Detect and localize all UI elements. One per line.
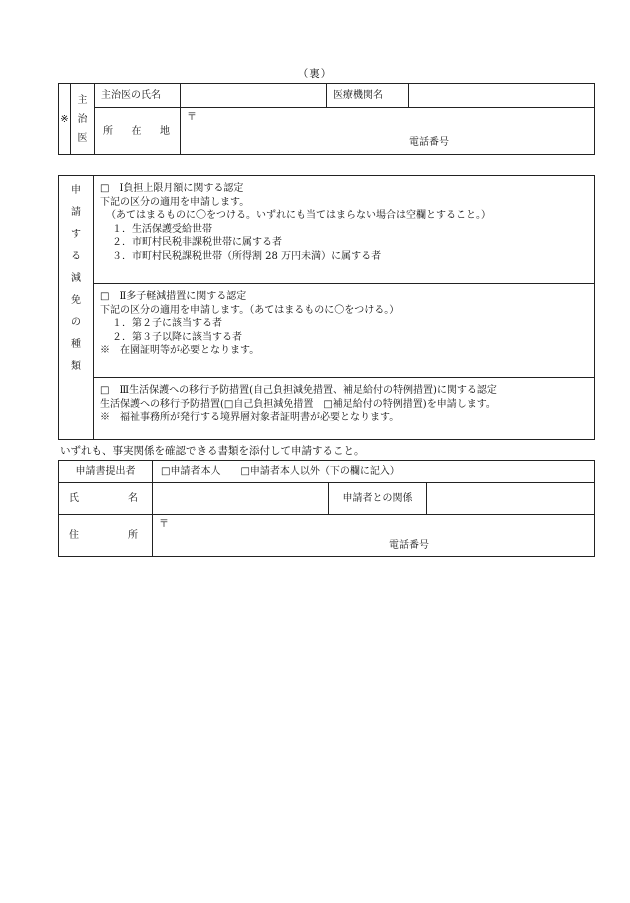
applicant-name-field[interactable] [153, 483, 329, 515]
asterisk-mark: ※ [59, 84, 71, 155]
applicant-address-field[interactable] [153, 515, 595, 557]
section-3-cell [94, 378, 595, 440]
section-1-cell [94, 176, 595, 284]
section-1-item[interactable]: ３．市町村民税課税世帯（所得割 28 万円未満）に属する者 [112, 250, 382, 262]
section-2-note: ※ 在園証明等が必要となります。 [100, 345, 260, 357]
relation-field[interactable] [427, 483, 595, 515]
section-1-instruction: （あてはまるものに〇をつける。いずれにも当てはまらない場合は空欄とすること。） [106, 210, 491, 222]
section-1-item[interactable]: １．生活保護受給世帯 [112, 223, 212, 235]
reduction-vertical-label: 申 請 す る 減 免 の 種 類 [59, 176, 94, 440]
applicant-phone-label: 電話番号 [389, 540, 429, 551]
submitter-label: 申請書提出者 [59, 461, 153, 483]
section-3-body[interactable]: 生活保護への移行予防措置(□自己負担減免措置 □補足給付の特例措置)を申請します。 [100, 398, 496, 410]
section-2-checkbox-heading[interactable]: □ Ⅱ多子軽減措置に関する認定 [100, 291, 247, 302]
doctor-phone-label: 電話番号 [409, 137, 449, 148]
section-3-checkbox-heading[interactable]: □ Ⅲ生活保護への移行予防措置(自己負担減免措置、補足給付の特例措置)に関する認定 [100, 385, 497, 396]
applicant-name-label: 氏 名 [59, 483, 153, 515]
submitter-options[interactable]: □申請者本人 □申請者本人以外（下の欄に記入） [153, 461, 595, 483]
relation-label: 申請者との関係 [329, 483, 427, 515]
section-1-checkbox-heading[interactable]: □ Ⅰ負担上限月額に関する認定 [100, 183, 244, 194]
doctor-name-field[interactable] [181, 84, 327, 108]
doctor-address-label: 所 在 地 [95, 108, 181, 155]
section-2-cell [94, 284, 595, 378]
section-3-note: ※ 福祉事務所が発行する境界層対象者証明書が必要となります。 [100, 412, 400, 424]
section-2-item[interactable]: １．第２子に該当する者 [112, 318, 222, 330]
postal-mark: 〒 [187, 112, 197, 123]
doctor-name-label: 主治医の氏名 [95, 84, 181, 108]
attending-doctor-table [58, 83, 595, 155]
section-2-intro: 下記の区分の適用を申請します。（あてはまるものに〇をつける。） [100, 304, 400, 316]
applicant-address-label: 住 所 [59, 515, 153, 557]
institution-field[interactable] [409, 84, 595, 108]
section-2-item[interactable]: ２．第３子以降に該当する者 [112, 331, 242, 343]
attachment-note: いずれも、事実関係を確認できる書類を添付して申請すること。 [60, 445, 365, 457]
applicant-table [58, 460, 595, 557]
reduction-type-table [58, 175, 595, 440]
page-side-label: （裏） [297, 68, 333, 80]
postal-mark: 〒 [159, 519, 169, 530]
institution-label: 医療機関名 [327, 84, 409, 108]
doctor-vertical-label: 主 治 医 [71, 84, 95, 155]
section-1-intro: 下記の区分の適用を申請します。 [100, 196, 250, 208]
doctor-address-field[interactable] [181, 108, 595, 155]
section-1-item[interactable]: ２．市町村民税非課税世帯に属する者 [112, 237, 282, 249]
